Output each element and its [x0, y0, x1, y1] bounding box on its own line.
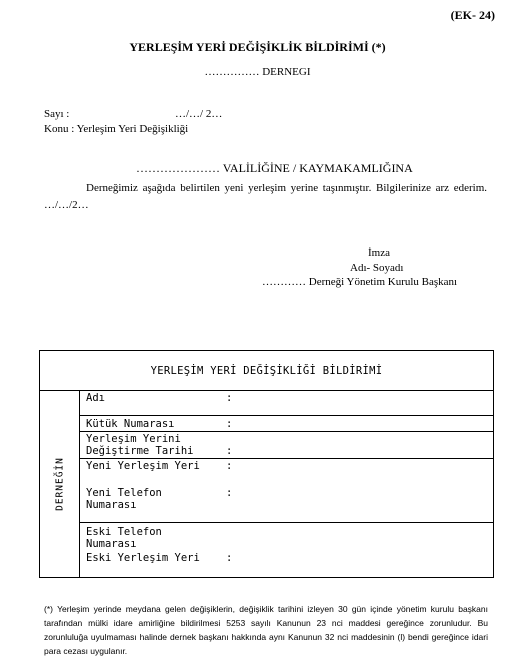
row-label: Yeni Yerleşim Yeri — [86, 460, 200, 472]
row-label: Adı — [86, 392, 105, 404]
row-label-line1: Yerleşim Yerini — [86, 433, 181, 445]
form-row-name — [80, 391, 493, 416]
letter-body: Derneğimiz aşağıda belirtilen yeni yerleşim yerine taşınmıştır. Bilgilerinize arz ederim. …/…/2… — [44, 182, 487, 211]
row-label: Kütük Numarası — [86, 418, 175, 430]
notification-form — [39, 350, 494, 578]
row-label: Eski Yerleşim Yeri — [86, 552, 200, 564]
name-surname-label: Adı- Soyadı — [350, 262, 404, 274]
row-label-line2: Numarası — [86, 538, 137, 550]
row-label-line1: Eski Telefon — [86, 526, 162, 538]
form-row-old-phone-address — [80, 523, 493, 577]
row-colon: : — [226, 392, 233, 404]
reference-date: …/…/ 2… — [175, 108, 223, 120]
row-label-line2: Değiştirme Tarihi — [86, 445, 194, 457]
form-row-change-date — [80, 432, 493, 459]
association-name-line: …………… DERNEGI — [204, 66, 311, 78]
form-row-registry-number — [80, 416, 493, 432]
legal-footnote: (*) Yerleşim yerinde meydana gelen değişiklerin, değişiklik tarihini izleyen 30 gün içinde yönetim kurulu başkanı tarafından mülki idare amirliğine bildirilmesi 5253 sayılı Kanunun 23 nci maddesi gereğince zorunludur. Bu zorunluluğa uyulmaması halinde dernek başkanı hakkında aynı Kanunun 32 nci maddesinin (l) bendi gereğince idari para cezası uygulanır. — [44, 604, 488, 656]
row-colon: : — [226, 445, 233, 457]
subject-line: Konu : Yerleşim Yeri Değişikliği — [44, 123, 189, 135]
president-title: ………… Derneği Yönetim Kurulu Başkanı — [262, 276, 458, 288]
row-colon: : — [226, 460, 233, 472]
reference-number-label: Sayı : — [44, 108, 70, 120]
row-label-line2: Numarası — [86, 499, 137, 511]
annex-number: (EK- 24) — [450, 8, 495, 22]
document-title: YERLEŞİM YERİ DEĞİŞİKLİK BİLDİRİMİ (*) — [129, 40, 386, 54]
row-colon: : — [226, 418, 233, 430]
row-colon: : — [226, 552, 233, 564]
form-side-column — [40, 391, 80, 577]
side-label: DERNEĞİN — [54, 457, 65, 511]
row-colon: : — [226, 487, 233, 499]
signature-label: İmza — [368, 247, 390, 259]
recipient-authority: ………………… VALİLİĞİNE / KAYMAKAMLIĞINA — [136, 161, 413, 175]
form-row-new-address-phone — [80, 459, 493, 523]
row-label-line1: Yeni Telefon — [86, 487, 162, 499]
form-heading: YERLEŞİM YERİ DEĞİŞİKLİĞİ BİLDİRİMİ — [40, 351, 493, 391]
